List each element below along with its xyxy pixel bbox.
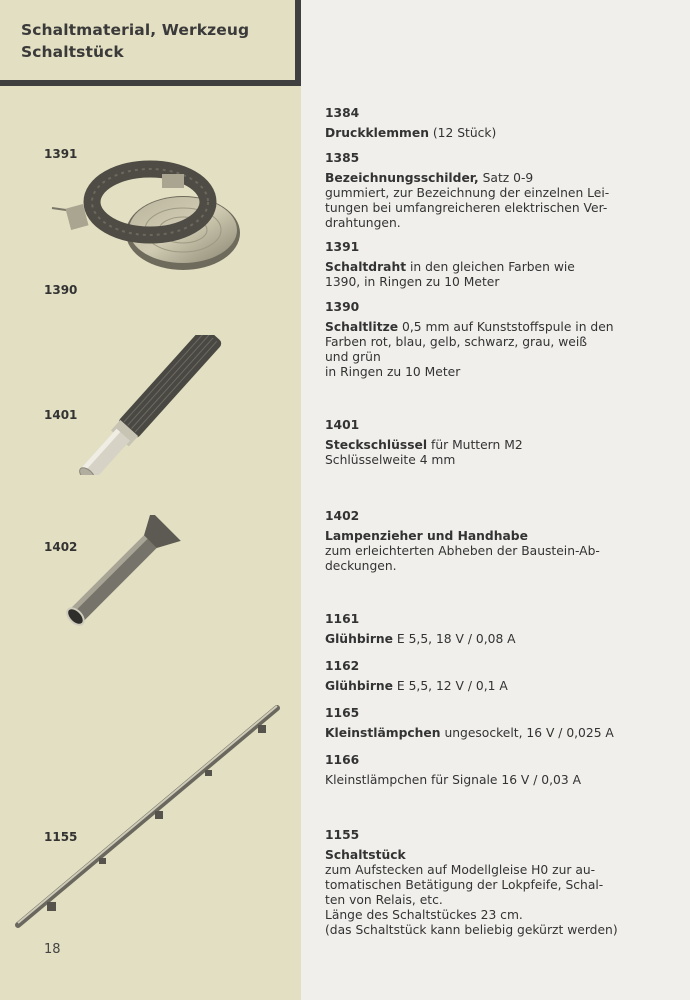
item-description: Länge des Schaltstückes 23 cm. (325, 908, 523, 922)
item-spec: (12 Stück) (428, 126, 497, 140)
item-description: Farben rot, blau, gelb, schwarz, grau, weiß (325, 335, 588, 349)
item-description: tungen bei umfangreicheren elektrischen Ver- (325, 201, 608, 215)
item-spec: E 5,5, 12 V / 0,1 A (393, 679, 508, 693)
entry-1384 (325, 106, 670, 141)
item-name: Schaltstück (325, 848, 406, 862)
page-number: 18 (44, 942, 61, 957)
entry-1402 (325, 509, 670, 574)
entry-1391 (325, 240, 670, 290)
item-description: zum erleichterten Abheben der Baustein-Ab- (325, 544, 600, 558)
item-number: 1384 (325, 106, 360, 120)
page-title: Schaltmaterial, Werkzeug (21, 21, 250, 39)
item-description: deckungen. (325, 559, 397, 573)
entry-1155 (325, 828, 670, 938)
item-name: Druckklemmen (325, 126, 429, 140)
label-1401: 1401 (44, 408, 78, 422)
item-name: Schaltlitze (325, 320, 399, 334)
item-number: 1166 (325, 753, 360, 767)
item-description: tomatischen Betätigung der Lokpfeife, Schal- (325, 878, 604, 892)
entry-1162 (325, 659, 670, 694)
entry-1385 (325, 151, 670, 231)
item-description: drahtungen. (325, 216, 401, 230)
switching-piece-image (15, 700, 285, 940)
item-description: Schlüsselweite 4 mm (325, 453, 456, 467)
item-number: 1390 (325, 300, 360, 314)
item-number: 1161 (325, 612, 360, 626)
item-number: 1402 (325, 509, 360, 523)
item-number: 1401 (325, 418, 360, 432)
wire-coils-image (50, 160, 250, 280)
item-name: Schaltdraht (325, 260, 407, 274)
item-description: (das Schaltstück kann beliebig gekürzt werden) (325, 923, 618, 937)
item-number: 1155 (325, 828, 360, 842)
page-header-box (0, 0, 301, 86)
item-spec: E 5,5, 18 V / 0,08 A (393, 632, 516, 646)
item-description: ten von Relais, etc. (325, 893, 443, 907)
item-number: 1385 (325, 151, 360, 165)
item-spec: in den gleichen Farben wie (406, 260, 575, 274)
entry-1165 (325, 706, 670, 741)
item-name: Kleinstlämpchen (325, 726, 441, 740)
item-number: 1165 (325, 706, 360, 720)
item-name: Glühbirne (325, 632, 393, 646)
item-name: Steckschlüssel (325, 438, 428, 452)
entry-1401 (325, 418, 670, 468)
item-number: 1391 (325, 240, 360, 254)
item-description: in Ringen zu 10 Meter (325, 365, 461, 379)
item-spec: Kleinstlämpchen für Signale 16 V / 0,03 A (325, 773, 582, 787)
label-1402: 1402 (44, 540, 78, 554)
item-name: Bezeichnungsschilder, (325, 171, 479, 185)
item-name: Glühbirne (325, 679, 393, 693)
item-spec: für Muttern M2 (427, 438, 523, 452)
item-number: 1162 (325, 659, 360, 673)
item-description: 1390, in Ringen zu 10 Meter (325, 275, 500, 289)
label-1391: 1391 (44, 147, 78, 161)
item-description: gummiert, zur Bezeichnung der einzelnen Lei- (325, 186, 610, 200)
lamp-puller-image (55, 515, 185, 630)
socket-wrench-image (50, 335, 240, 475)
entry-1390 (325, 300, 670, 380)
item-name: Lampenzieher und Handhabe (325, 529, 528, 543)
item-spec: ungesockelt, 16 V / 0,025 A (440, 726, 614, 740)
item-description: zum Aufstecken auf Modellgleise H0 zur au- (325, 863, 596, 877)
entry-1166 (325, 753, 670, 788)
page-subtitle: Schaltstück (21, 43, 124, 61)
item-description: und grün (325, 350, 381, 364)
item-spec: 0,5 mm auf Kunststoffspule in den (398, 320, 614, 334)
entry-1161 (325, 612, 670, 647)
item-spec: Satz 0-9 (478, 171, 534, 185)
label-1155: 1155 (44, 830, 78, 844)
label-1390: 1390 (44, 283, 78, 297)
